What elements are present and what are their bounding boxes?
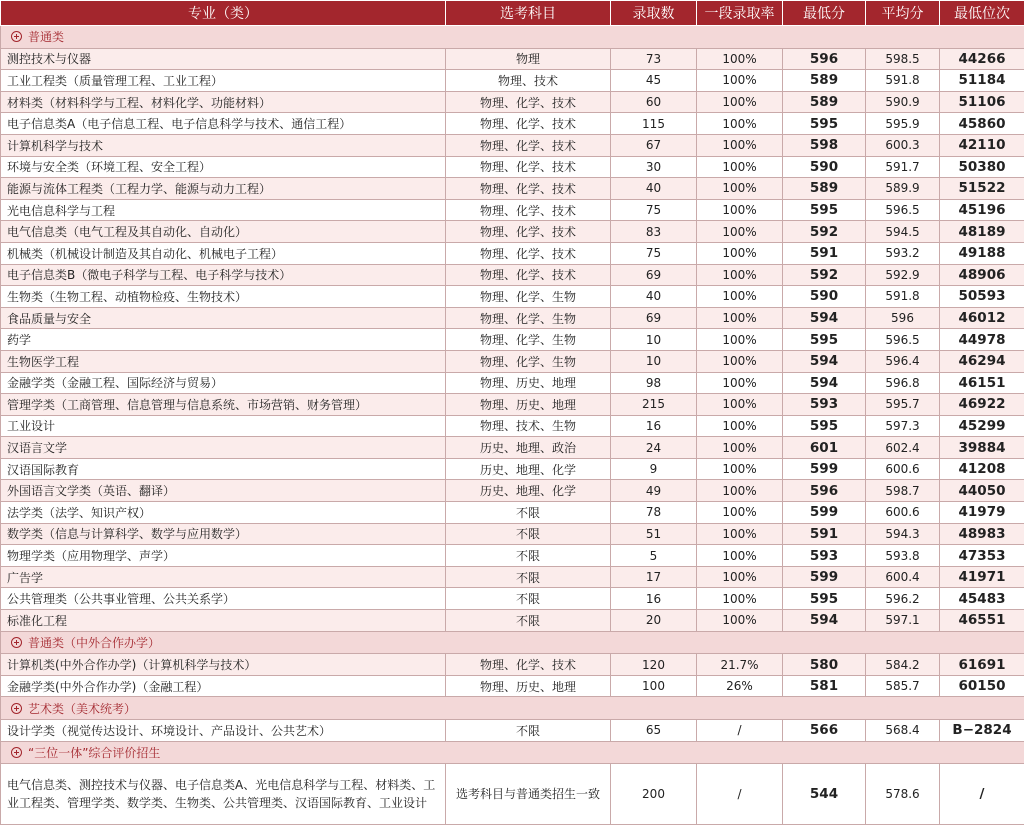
subjects-cell: 不限 xyxy=(446,523,611,545)
min-rank-cell: 44050 xyxy=(940,480,1024,502)
major-cell: 环境与安全类（环境工程、安全工程） xyxy=(1,156,446,178)
min-rank-cell: 48906 xyxy=(940,264,1024,286)
major-cell: 广告学 xyxy=(1,566,446,588)
min-rank-cell: 45299 xyxy=(940,415,1024,437)
tier1-rate-cell: 100% xyxy=(697,415,783,437)
min-score-cell: 595 xyxy=(783,199,866,221)
section-header-row[interactable] xyxy=(1,697,1024,720)
header-avg-score: 平均分 xyxy=(866,1,940,26)
table-row xyxy=(1,654,1024,676)
header-major: 专业（类） xyxy=(1,1,446,26)
major-cell: 数学类（信息与计算科学、数学与应用数学） xyxy=(1,523,446,545)
admitted-cell: 45 xyxy=(611,70,697,92)
section-header-row[interactable] xyxy=(1,741,1024,764)
admitted-cell: 20 xyxy=(611,610,697,632)
section-title: 艺术类（美术统考） xyxy=(28,702,136,716)
header-tier1-rate: 一段录取率 xyxy=(697,1,783,26)
min-rank-cell: 45860 xyxy=(940,113,1024,135)
min-score-cell: 599 xyxy=(783,566,866,588)
table-row xyxy=(1,156,1024,178)
min-rank-cell: 45483 xyxy=(940,588,1024,610)
subjects-cell: 物理、化学、生物 xyxy=(446,286,611,308)
subjects-cell: 选考科目与普通类招生一致 xyxy=(446,764,611,825)
table-row xyxy=(1,307,1024,329)
avg-score-cell: 597.1 xyxy=(866,610,940,632)
subjects-cell: 物理、化学、技术 xyxy=(446,654,611,676)
table-row xyxy=(1,610,1024,632)
expand-plus-icon[interactable] xyxy=(11,31,22,42)
major-cell: 设计学类（视觉传达设计、环境设计、产品设计、公共艺术） xyxy=(1,720,446,742)
admitted-cell: 10 xyxy=(611,329,697,351)
section-header[interactable] xyxy=(1,26,1024,49)
subjects-cell: 物理、技术 xyxy=(446,70,611,92)
table-row xyxy=(1,394,1024,416)
subjects-cell: 物理、历史、地理 xyxy=(446,372,611,394)
tier1-rate-cell: 100% xyxy=(697,588,783,610)
min-score-cell: 592 xyxy=(783,264,866,286)
min-rank-cell: 41979 xyxy=(940,502,1024,524)
major-cell: 电子信息类A（电子信息工程、电子信息科学与技术、通信工程） xyxy=(1,113,446,135)
subjects-cell: 物理、化学、生物 xyxy=(446,329,611,351)
subjects-cell: 不限 xyxy=(446,566,611,588)
table-row xyxy=(1,134,1024,156)
subjects-cell: 不限 xyxy=(446,502,611,524)
tier1-rate-cell: / xyxy=(697,720,783,742)
min-score-cell: 590 xyxy=(783,156,866,178)
admitted-cell: 5 xyxy=(611,545,697,567)
table-row xyxy=(1,502,1024,524)
section-title: “三位一体”综合评价招生 xyxy=(28,746,160,760)
admitted-cell: 17 xyxy=(611,566,697,588)
tier1-rate-cell: 26% xyxy=(697,675,783,697)
admitted-cell: 120 xyxy=(611,654,697,676)
avg-score-cell: 594.5 xyxy=(866,221,940,243)
table-row xyxy=(1,350,1024,372)
subjects-cell: 不限 xyxy=(446,610,611,632)
header-subjects: 选考科目 xyxy=(446,1,611,26)
admitted-cell: 69 xyxy=(611,307,697,329)
subjects-cell: 物理、化学、技术 xyxy=(446,199,611,221)
tier1-rate-cell: 100% xyxy=(697,264,783,286)
major-cell: 工业工程类（质量管理工程、工业工程） xyxy=(1,70,446,92)
tier1-rate-cell: 100% xyxy=(697,350,783,372)
admitted-cell: 67 xyxy=(611,134,697,156)
avg-score-cell: 596.8 xyxy=(866,372,940,394)
min-score-cell: 581 xyxy=(783,675,866,697)
min-score-cell: 601 xyxy=(783,437,866,459)
table-row xyxy=(1,48,1024,70)
subjects-cell: 物理、历史、地理 xyxy=(446,675,611,697)
tier1-rate-cell: 100% xyxy=(697,610,783,632)
min-score-cell: 544 xyxy=(783,764,866,825)
admitted-cell: 40 xyxy=(611,286,697,308)
tier1-rate-cell: 100% xyxy=(697,113,783,135)
admitted-cell: 16 xyxy=(611,588,697,610)
min-rank-cell: 46551 xyxy=(940,610,1024,632)
major-cell: 机械类（机械设计制造及其自动化、机械电子工程） xyxy=(1,242,446,264)
min-score-cell: 589 xyxy=(783,91,866,113)
min-score-cell: 593 xyxy=(783,394,866,416)
major-cell: 公共管理类（公共事业管理、公共关系学） xyxy=(1,588,446,610)
table-row xyxy=(1,199,1024,221)
min-score-cell: 591 xyxy=(783,242,866,264)
section-header[interactable] xyxy=(1,631,1024,654)
major-cell: 测控技术与仪器 xyxy=(1,48,446,70)
min-rank-cell: 41208 xyxy=(940,458,1024,480)
min-rank-cell: 60150 xyxy=(940,675,1024,697)
avg-score-cell: 600.3 xyxy=(866,134,940,156)
min-score-cell: 596 xyxy=(783,480,866,502)
subjects-cell: 物理、化学、生物 xyxy=(446,307,611,329)
subjects-cell: 物理、化学、技术 xyxy=(446,91,611,113)
header-row xyxy=(1,1,1024,26)
min-rank-cell: 41971 xyxy=(940,566,1024,588)
table-row xyxy=(1,242,1024,264)
tier1-rate-cell: 100% xyxy=(697,48,783,70)
table-row xyxy=(1,675,1024,697)
major-cell: 材料类（材料科学与工程、材料化学、功能材料） xyxy=(1,91,446,113)
avg-score-cell: 589.9 xyxy=(866,178,940,200)
table-row xyxy=(1,764,1024,825)
major-cell: 法学类（法学、知识产权） xyxy=(1,502,446,524)
tier1-rate-cell: 100% xyxy=(697,523,783,545)
avg-score-cell: 578.6 xyxy=(866,764,940,825)
min-score-cell: 594 xyxy=(783,372,866,394)
avg-score-cell: 596.2 xyxy=(866,588,940,610)
admitted-cell: 69 xyxy=(611,264,697,286)
major-cell: 汉语言文学 xyxy=(1,437,446,459)
min-rank-cell: / xyxy=(940,764,1024,825)
subjects-cell: 历史、地理、化学 xyxy=(446,458,611,480)
tier1-rate-cell: 100% xyxy=(697,199,783,221)
major-cell: 电子信息类B（微电子科学与工程、电子科学与技术） xyxy=(1,264,446,286)
min-rank-cell: 51106 xyxy=(940,91,1024,113)
major-cell: 金融学类(中外合作办学)（金融工程） xyxy=(1,675,446,697)
admitted-cell: 83 xyxy=(611,221,697,243)
min-rank-cell: 48189 xyxy=(940,221,1024,243)
min-score-cell: 595 xyxy=(783,415,866,437)
min-score-cell: 593 xyxy=(783,545,866,567)
tier1-rate-cell: 100% xyxy=(697,286,783,308)
table-body xyxy=(1,26,1024,825)
min-score-cell: 589 xyxy=(783,178,866,200)
avg-score-cell: 598.5 xyxy=(866,48,940,70)
min-rank-cell: 46151 xyxy=(940,372,1024,394)
table-row xyxy=(1,480,1024,502)
subjects-cell: 物理、化学、技术 xyxy=(446,264,611,286)
header-min-rank: 最低位次 xyxy=(940,1,1024,26)
avg-score-cell: 595.9 xyxy=(866,113,940,135)
section-header-row[interactable] xyxy=(1,26,1024,49)
tier1-rate-cell: 100% xyxy=(697,242,783,264)
admitted-cell: 9 xyxy=(611,458,697,480)
expand-plus-icon[interactable] xyxy=(11,637,22,648)
tier1-rate-cell: 100% xyxy=(697,545,783,567)
table-row xyxy=(1,286,1024,308)
min-score-cell: 594 xyxy=(783,307,866,329)
subjects-cell: 不限 xyxy=(446,588,611,610)
major-cell: 物理学类（应用物理学、声学） xyxy=(1,545,446,567)
subjects-cell: 历史、地理、政治 xyxy=(446,437,611,459)
subjects-cell: 物理、技术、生物 xyxy=(446,415,611,437)
admitted-cell: 51 xyxy=(611,523,697,545)
avg-score-cell: 595.7 xyxy=(866,394,940,416)
major-cell: 计算机科学与技术 xyxy=(1,134,446,156)
table-row xyxy=(1,588,1024,610)
min-rank-cell: 48983 xyxy=(940,523,1024,545)
tier1-rate-cell: 100% xyxy=(697,502,783,524)
table-row xyxy=(1,458,1024,480)
min-rank-cell: B−2824 xyxy=(940,720,1024,742)
avg-score-cell: 591.7 xyxy=(866,156,940,178)
tier1-rate-cell: 100% xyxy=(697,70,783,92)
major-cell: 管理学类（工商管理、信息管理与信息系统、市场营销、财务管理） xyxy=(1,394,446,416)
min-rank-cell: 45196 xyxy=(940,199,1024,221)
table-row xyxy=(1,221,1024,243)
min-rank-cell: 44266 xyxy=(940,48,1024,70)
min-score-cell: 592 xyxy=(783,221,866,243)
avg-score-cell: 596 xyxy=(866,307,940,329)
subjects-cell: 物理、化学、生物 xyxy=(446,350,611,372)
min-score-cell: 595 xyxy=(783,588,866,610)
avg-score-cell: 591.8 xyxy=(866,286,940,308)
avg-score-cell: 596.5 xyxy=(866,199,940,221)
table-row xyxy=(1,178,1024,200)
major-cell: 电气信息类（电气工程及其自动化、自动化） xyxy=(1,221,446,243)
avg-score-cell: 591.8 xyxy=(866,70,940,92)
tier1-rate-cell: 100% xyxy=(697,437,783,459)
tier1-rate-cell: 100% xyxy=(697,480,783,502)
min-score-cell: 589 xyxy=(783,70,866,92)
subjects-cell: 历史、地理、化学 xyxy=(446,480,611,502)
admitted-cell: 73 xyxy=(611,48,697,70)
expand-plus-icon[interactable] xyxy=(11,747,22,758)
min-score-cell: 566 xyxy=(783,720,866,742)
min-rank-cell: 51522 xyxy=(940,178,1024,200)
min-rank-cell: 49188 xyxy=(940,242,1024,264)
avg-score-cell: 602.4 xyxy=(866,437,940,459)
header-min-score: 最低分 xyxy=(783,1,866,26)
admitted-cell: 115 xyxy=(611,113,697,135)
table-row xyxy=(1,91,1024,113)
admitted-cell: 49 xyxy=(611,480,697,502)
subjects-cell: 物理、化学、技术 xyxy=(446,221,611,243)
avg-score-cell: 593.2 xyxy=(866,242,940,264)
avg-score-cell: 598.7 xyxy=(866,480,940,502)
major-cell: 生物医学工程 xyxy=(1,350,446,372)
min-rank-cell: 50593 xyxy=(940,286,1024,308)
section-header[interactable] xyxy=(1,697,1024,720)
avg-score-cell: 600.6 xyxy=(866,502,940,524)
min-rank-cell: 51184 xyxy=(940,70,1024,92)
min-score-cell: 596 xyxy=(783,48,866,70)
tier1-rate-cell: 100% xyxy=(697,458,783,480)
subjects-cell: 物理、化学、技术 xyxy=(446,113,611,135)
tier1-rate-cell: 100% xyxy=(697,91,783,113)
expand-plus-icon[interactable] xyxy=(11,703,22,714)
min-rank-cell: 44978 xyxy=(940,329,1024,351)
min-rank-cell: 46922 xyxy=(940,394,1024,416)
min-rank-cell: 50380 xyxy=(940,156,1024,178)
major-cell: 能源与流体工程类（工程力学、能源与动力工程） xyxy=(1,178,446,200)
avg-score-cell: 596.5 xyxy=(866,329,940,351)
min-score-cell: 594 xyxy=(783,610,866,632)
avg-score-cell: 585.7 xyxy=(866,675,940,697)
major-cell: 标准化工程 xyxy=(1,610,446,632)
avg-score-cell: 592.9 xyxy=(866,264,940,286)
min-score-cell: 590 xyxy=(783,286,866,308)
tier1-rate-cell: / xyxy=(697,764,783,825)
subjects-cell: 物理 xyxy=(446,48,611,70)
tier1-rate-cell: 100% xyxy=(697,329,783,351)
avg-score-cell: 568.4 xyxy=(866,720,940,742)
admitted-cell: 16 xyxy=(611,415,697,437)
major-cell: 食品质量与安全 xyxy=(1,307,446,329)
major-cell: 光电信息科学与工程 xyxy=(1,199,446,221)
min-score-cell: 595 xyxy=(783,113,866,135)
admitted-cell: 98 xyxy=(611,372,697,394)
tier1-rate-cell: 100% xyxy=(697,134,783,156)
major-cell: 外国语言文学类（英语、翻译） xyxy=(1,480,446,502)
table-row xyxy=(1,329,1024,351)
admitted-cell: 75 xyxy=(611,242,697,264)
section-header-row[interactable] xyxy=(1,631,1024,654)
tier1-rate-cell: 100% xyxy=(697,372,783,394)
avg-score-cell: 600.4 xyxy=(866,566,940,588)
table-row xyxy=(1,372,1024,394)
table-row xyxy=(1,415,1024,437)
admitted-cell: 100 xyxy=(611,675,697,697)
avg-score-cell: 594.3 xyxy=(866,523,940,545)
section-title: 普通类（中外合作办学） xyxy=(28,636,160,650)
major-cell: 金融学类（金融工程、国际经济与贸易） xyxy=(1,372,446,394)
admitted-cell: 65 xyxy=(611,720,697,742)
tier1-rate-cell: 100% xyxy=(697,307,783,329)
tier1-rate-cell: 100% xyxy=(697,156,783,178)
admitted-cell: 30 xyxy=(611,156,697,178)
table-row xyxy=(1,437,1024,459)
admitted-cell: 10 xyxy=(611,350,697,372)
min-score-cell: 595 xyxy=(783,329,866,351)
admitted-cell: 60 xyxy=(611,91,697,113)
header-admitted: 录取数 xyxy=(611,1,697,26)
admitted-cell: 215 xyxy=(611,394,697,416)
admitted-cell: 24 xyxy=(611,437,697,459)
major-cell: 工业设计 xyxy=(1,415,446,437)
tier1-rate-cell: 100% xyxy=(697,566,783,588)
min-rank-cell: 61691 xyxy=(940,654,1024,676)
major-cell: 电气信息类、测控技术与仪器、电子信息类A、光电信息科学与工程、材料类、工业工程类、管理学类、数学类、生物类、公共管理类、汉语国际教育、工业设计 xyxy=(1,764,446,825)
min-rank-cell: 47353 xyxy=(940,545,1024,567)
major-cell: 汉语国际教育 xyxy=(1,458,446,480)
admitted-cell: 40 xyxy=(611,178,697,200)
tier1-rate-cell: 100% xyxy=(697,394,783,416)
admitted-cell: 78 xyxy=(611,502,697,524)
table-row xyxy=(1,523,1024,545)
min-score-cell: 598 xyxy=(783,134,866,156)
table-row xyxy=(1,545,1024,567)
tier1-rate-cell: 100% xyxy=(697,221,783,243)
subjects-cell: 物理、历史、地理 xyxy=(446,394,611,416)
avg-score-cell: 584.2 xyxy=(866,654,940,676)
major-cell: 计算机类(中外合作办学)（计算机科学与技术） xyxy=(1,654,446,676)
min-score-cell: 594 xyxy=(783,350,866,372)
subjects-cell: 物理、化学、技术 xyxy=(446,178,611,200)
subjects-cell: 不限 xyxy=(446,545,611,567)
min-rank-cell: 46012 xyxy=(940,307,1024,329)
subjects-cell: 物理、化学、技术 xyxy=(446,134,611,156)
avg-score-cell: 600.6 xyxy=(866,458,940,480)
table-row xyxy=(1,70,1024,92)
min-score-cell: 599 xyxy=(783,502,866,524)
subjects-cell: 物理、化学、技术 xyxy=(446,156,611,178)
table-row xyxy=(1,113,1024,135)
section-header[interactable] xyxy=(1,741,1024,764)
min-score-cell: 580 xyxy=(783,654,866,676)
table-row xyxy=(1,264,1024,286)
min-rank-cell: 39884 xyxy=(940,437,1024,459)
avg-score-cell: 596.4 xyxy=(866,350,940,372)
admitted-cell: 200 xyxy=(611,764,697,825)
tier1-rate-cell: 21.7% xyxy=(697,654,783,676)
admitted-cell: 75 xyxy=(611,199,697,221)
table-row xyxy=(1,720,1024,742)
avg-score-cell: 590.9 xyxy=(866,91,940,113)
major-cell: 生物类（生物工程、动植物检疫、生物技术） xyxy=(1,286,446,308)
subjects-cell: 物理、化学、技术 xyxy=(446,242,611,264)
major-cell: 药学 xyxy=(1,329,446,351)
table-row xyxy=(1,566,1024,588)
avg-score-cell: 597.3 xyxy=(866,415,940,437)
min-rank-cell: 46294 xyxy=(940,350,1024,372)
section-title: 普通类 xyxy=(28,30,64,44)
min-rank-cell: 42110 xyxy=(940,134,1024,156)
subjects-cell: 不限 xyxy=(446,720,611,742)
tier1-rate-cell: 100% xyxy=(697,178,783,200)
min-score-cell: 591 xyxy=(783,523,866,545)
min-score-cell: 599 xyxy=(783,458,866,480)
avg-score-cell: 593.8 xyxy=(866,545,940,567)
